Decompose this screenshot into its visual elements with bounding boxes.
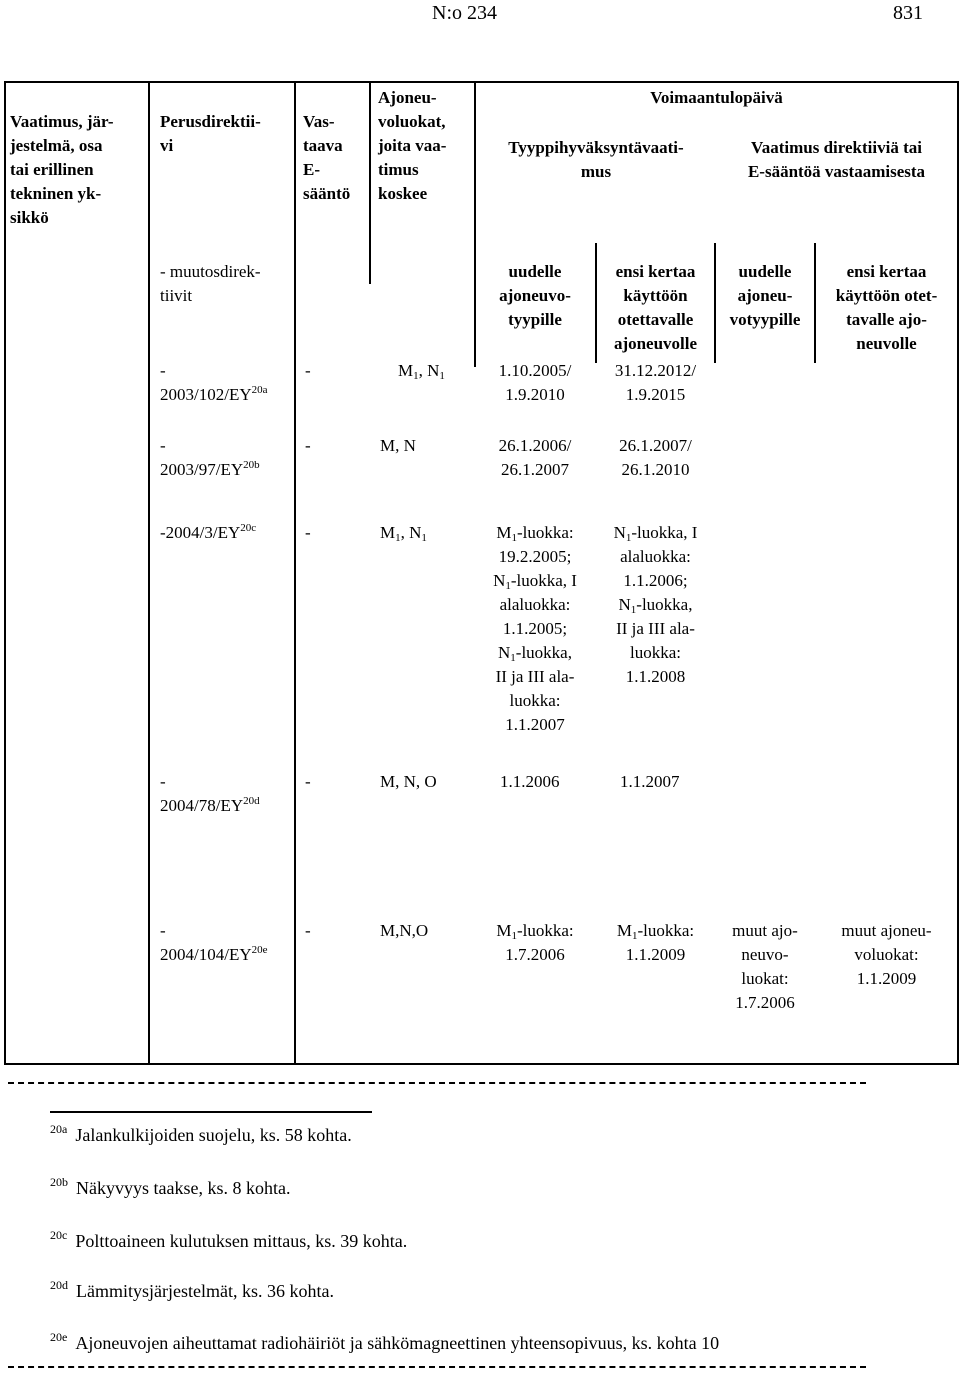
table-right-border	[957, 81, 959, 1065]
subheader-amendments: - muutosdirek- tiivit	[160, 262, 261, 305]
header-vehicle-classes: Ajoneu- voluokat, joita vaa- timus koskee	[378, 88, 447, 203]
date-first-use: 26.1.2007/ 26.1.2010	[619, 436, 692, 479]
table-row-directive: - $2004/104/EY^{20e}$	[160, 921, 268, 964]
col-divider-1	[148, 81, 150, 1065]
vehicle-classes: $M_1$, $N_1$	[380, 523, 427, 544]
footnote: $^{20d}$ Lämmitysjärjestelmät, ks. 36 kohta.	[50, 1278, 334, 1301]
table-left-border	[4, 81, 6, 1065]
date-type-approval: $M_1$-luokka: 19.2.2005; $N_1$-luokka, I alaluokka: 1.1.2005; $N_1$-luokka, II ja III ala- luokka: 1.1.2007	[493, 523, 577, 734]
row-dash: -	[305, 523, 311, 542]
header-base-directive: Perusdirektii- vi	[160, 112, 261, 155]
subheader-first-use-2: ensi kertaa käyttöön otet- tavalle ajo- neuvolle	[835, 262, 938, 353]
footnote-rule	[50, 1111, 372, 1113]
header-effective-date: Voimaantulopäivä	[650, 88, 783, 107]
row-dash: -	[305, 361, 311, 380]
date-first-use: $M_1$-luokka: 1.1.2009	[616, 921, 695, 964]
table-row-directive: $-2004/3/EY^{20c}$	[160, 522, 257, 542]
row-dash: -	[305, 436, 311, 455]
footnote: $^{20b}$ Näkyvyys taakse, ks. 8 kohta.	[50, 1175, 291, 1198]
table-row-directive: - $2004/78/EY^{20d}$	[160, 772, 260, 815]
date-type-approval: 1.10.2005/ 1.9.2010	[498, 361, 572, 404]
subheader-new-type-2: uudelle ajoneu- votyypille	[729, 262, 801, 329]
vehicle-classes: $M_1$, $N_1$	[398, 361, 445, 382]
row-dash: -	[305, 772, 311, 791]
header-requirement: Vaatimus, jär- jestelmä, osa tai erillinen tekninen yk- sikkö	[10, 112, 114, 227]
row-dash: -	[305, 921, 311, 940]
vehicle-classes: M, N, O	[380, 772, 437, 791]
table-row-directive: - $2003/97/EY^{20b}$	[160, 436, 260, 479]
vehicle-classes: M,N,O	[380, 921, 429, 940]
date-new-type-compliance: muut ajo- neuvo- luokat: 1.7.2006	[732, 921, 798, 1012]
date-first-use: 1.1.2007	[620, 772, 680, 791]
header-e-regulation: Vas- taava E- sääntö	[303, 112, 351, 203]
footnote: $^{20e}$ Ajoneuvojen aiheuttamat radiohäiriöt ja sähkömagneettinen yhteensopivuus, ks. kohta 10	[50, 1330, 720, 1353]
date-type-approval: 26.1.2006/ 26.1.2007	[498, 436, 572, 479]
page-header-number: N:o 234	[432, 2, 497, 24]
dashed-separator-bottom	[8, 1366, 866, 1368]
table-row-directive: - $2003/102/EY^{20a}$	[160, 361, 268, 404]
date-type-approval: 1.1.2006	[500, 772, 560, 791]
date-type-approval: $M_1$-luokka: 1.7.2006	[496, 921, 574, 964]
col-divider-2	[294, 81, 296, 1065]
subheader-first-use-1: ensi kertaa käyttöön otettavalle ajoneuvolle	[613, 262, 698, 353]
vehicle-classes: M, N	[380, 436, 416, 455]
date-first-use: $N_1$-luokka, I alaluokka: 1.1.2006; $N_1$-luokka, II ja III ala- luokka: 1.1.2008	[613, 523, 698, 686]
footnote: $^{20c}$ Polttoaineen kulutuksen mittaus, ks. 39 kohta.	[50, 1228, 408, 1251]
dashed-separator-top	[8, 1082, 866, 1084]
page-number: 831	[893, 2, 923, 24]
date-first-use: 31.12.2012/ 1.9.2015	[614, 361, 697, 404]
header-compliance: Vaatimus direktiiviä tai E-sääntöä vastaamisesta	[747, 138, 926, 181]
header-type-approval: Tyyppihyväksyntävaati- mus	[508, 138, 684, 181]
subheader-new-type-1: uudelle ajoneuvo- tyypille	[499, 262, 571, 329]
col-divider-3	[369, 81, 371, 284]
footnote: $^{20a}$ Jalankulkijoiden suojelu, ks. 58 kohta.	[50, 1122, 352, 1145]
date-first-use-compliance: muut ajoneu- voluokat: 1.1.2009	[841, 921, 932, 988]
